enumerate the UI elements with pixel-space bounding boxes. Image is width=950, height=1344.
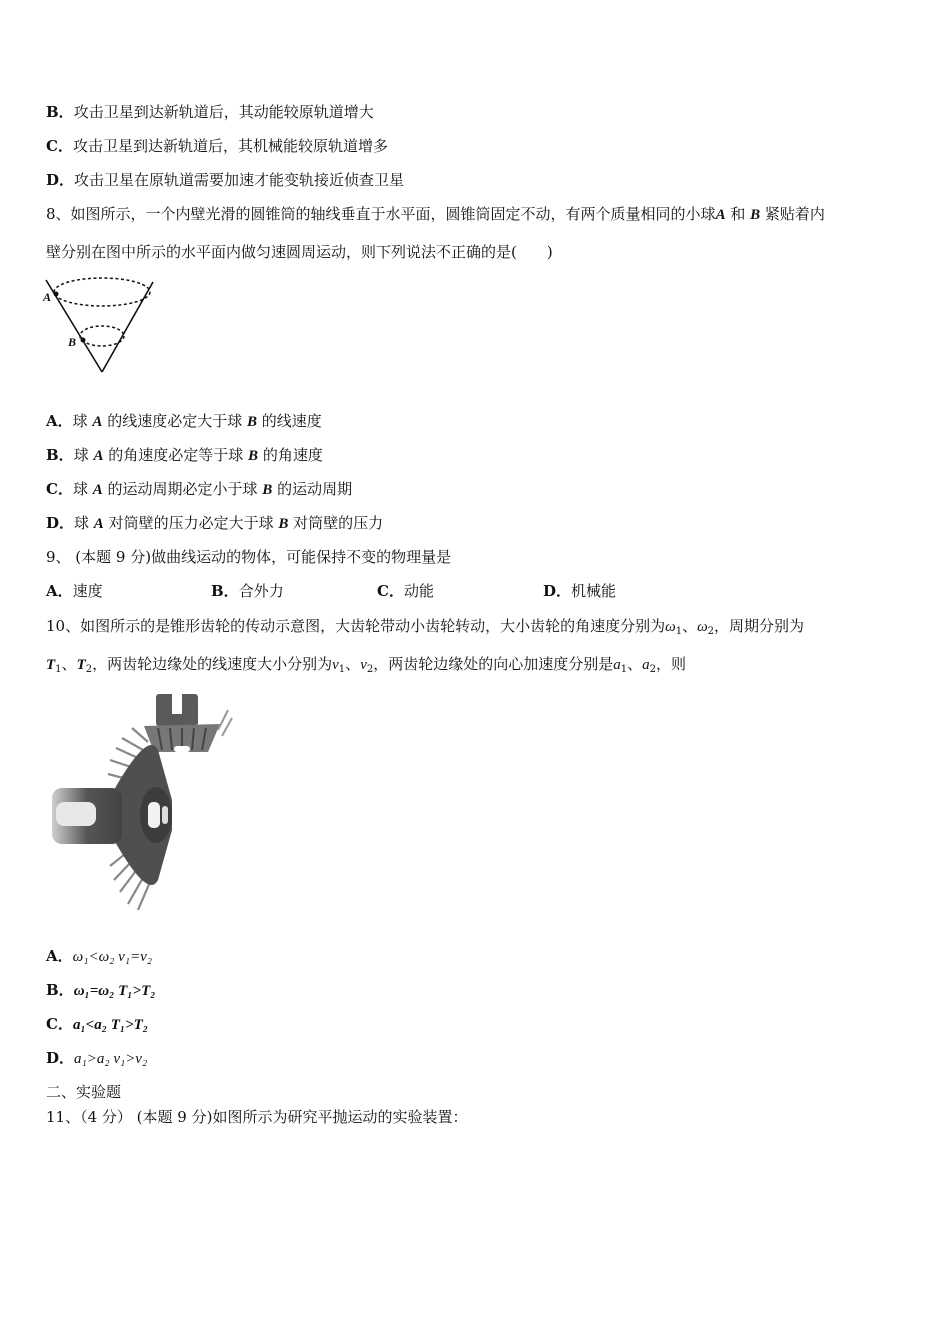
q7-option-b [46, 102, 374, 122]
stem-text: ，两齿轮边缘处的线速度大小分别为 [92, 655, 333, 673]
q8-stem-line2 [46, 242, 553, 262]
q9-option-b [211, 581, 284, 601]
subscript: 1 [55, 664, 62, 675]
option-label: A． [46, 412, 73, 430]
period-symbol: T [46, 657, 56, 673]
stem-text: 9、 (本题 9 分)做曲线运动的物体，可能保持不变的物理量是 [46, 548, 452, 566]
option-text: 对筒壁的压力 [288, 514, 384, 532]
velocity-symbol: v [332, 657, 339, 673]
option-text: ω₁=ω₂ T₁>T₂ [73, 983, 156, 999]
option-label: B． [46, 446, 74, 464]
accel-symbol: a [642, 657, 650, 673]
q10-option-a [46, 946, 152, 967]
q8-option-d [46, 513, 383, 534]
accel-symbol: a [613, 657, 621, 673]
separator: 、 [627, 655, 643, 673]
q8-option-a [46, 411, 322, 432]
q10-stem-line2 [46, 654, 686, 675]
option-text: 的运动周期必定小于球 [102, 480, 263, 498]
var-b: B [262, 482, 273, 498]
separator: 、 [61, 655, 77, 673]
option-text: ω₁<ω₂ v₁=v₂ [72, 949, 152, 965]
option-text: 合外力 [238, 582, 284, 600]
q9-option-a [46, 581, 103, 601]
subscript: 2 [707, 626, 715, 637]
q9-option-c [377, 581, 434, 601]
var-a: A [93, 516, 104, 532]
option-label: B． [211, 582, 239, 600]
option-text: 机械能 [571, 582, 617, 600]
option-text: 攻击卫星到达新轨道后，其机械能较原轨道增多 [72, 137, 388, 155]
q8-stem-line1 [46, 204, 825, 225]
stem-text: 10、如图所示的是锥形齿轮的传动示意图，大齿轮带动小齿轮转动，大小齿轮的角速度分别为 [46, 617, 666, 635]
var-b: B [248, 448, 259, 464]
option-text: a₁<a₂ T₁>T₂ [72, 1017, 149, 1033]
option-label: B． [46, 981, 74, 999]
option-text: 的运动周期 [272, 480, 353, 498]
omega-symbol: ω [665, 619, 676, 635]
option-label: D． [46, 171, 75, 189]
subscript: 2 [649, 664, 657, 675]
q11-stem [46, 1107, 467, 1127]
bevel-gear-figure [48, 690, 233, 915]
cone-figure [40, 272, 165, 377]
option-label: C． [46, 1015, 73, 1033]
stem-text: ，周期分别为 [714, 617, 805, 635]
stem-text: 8、如图所示，一个内壁光滑的圆锥筒的轴线垂直于水平面，圆锥筒固定不动，有两个质量相同的小球 [46, 205, 716, 223]
stem-text: 紧贴着内 [760, 205, 825, 223]
option-text: 动能 [403, 582, 434, 600]
subscript: 1 [675, 626, 683, 637]
section-title [46, 1082, 121, 1102]
option-label: C． [46, 480, 73, 498]
var-b: B [246, 414, 257, 430]
option-label: C． [46, 137, 73, 155]
stem-text: 和 [725, 205, 751, 223]
subscript: 1 [620, 664, 628, 675]
q9-stem [46, 547, 451, 567]
option-text: 的线速度 [257, 412, 322, 430]
stem-text: ，则 [656, 655, 687, 673]
separator: 、 [345, 655, 361, 673]
option-text: 的线速度必定大于球 [102, 412, 247, 430]
option-text: 的角速度必定等于球 [103, 446, 249, 464]
option-text: 攻击卫星在原轨道需要加速才能变轨接近侦查卫星 [74, 171, 405, 189]
option-text: 球 [72, 480, 93, 498]
subscript: 2 [366, 664, 374, 675]
subscript: 1 [338, 664, 346, 675]
section-title-text: 二、实验题 [46, 1083, 122, 1101]
cone-diagram-icon [40, 272, 165, 377]
option-text: 速度 [72, 582, 103, 600]
svg-text:B: B [68, 335, 77, 349]
stem-text: ，两齿轮边缘处的向心加速度分别是 [373, 655, 614, 673]
subscript: 2 [85, 664, 93, 675]
q8-option-c [46, 479, 352, 500]
bevel-gear-icon [48, 690, 233, 915]
stem-text: 11、（4 分） (本题 9 分)如图所示为研究平抛运动的实验装置： [46, 1108, 468, 1126]
option-label: C． [377, 582, 404, 600]
svg-text:A: A [43, 290, 52, 304]
option-label: D． [46, 1049, 75, 1067]
var-a: A [92, 482, 103, 498]
var-a: A [93, 448, 104, 464]
q10-option-c [46, 1014, 148, 1035]
var-a: A [715, 207, 726, 223]
option-text: 球 [74, 514, 94, 532]
option-label: D． [46, 514, 75, 532]
q7-option-d [46, 170, 404, 190]
var-a: A [92, 414, 103, 430]
period-symbol: T [76, 657, 86, 673]
option-label: A． [46, 947, 73, 965]
stem-text: 壁分别在图中所示的水平面内做匀速圆周运动，则下列说法不正确的是( ) [46, 243, 553, 261]
option-label: A． [46, 582, 73, 600]
option-text: 对筒壁的压力必定大于球 [103, 514, 279, 532]
q7-option-c [46, 136, 388, 156]
option-label: B． [46, 103, 74, 121]
option-label: D． [543, 582, 572, 600]
velocity-symbol: v [360, 657, 367, 673]
var-b: B [750, 207, 761, 223]
q9-option-d [543, 581, 616, 601]
option-text: 球 [73, 446, 94, 464]
var-b: B [278, 516, 289, 532]
omega-symbol: ω [697, 619, 708, 635]
q10-option-b [46, 980, 155, 1001]
q10-option-d [46, 1048, 147, 1069]
option-text: 攻击卫星到达新轨道后，其动能较原轨道增大 [73, 103, 374, 121]
option-text: a₁>a₂ v₁>v₂ [74, 1051, 148, 1067]
q9-options [46, 581, 906, 601]
separator: 、 [682, 617, 698, 635]
q8-option-b [46, 445, 323, 466]
q10-stem-line1 [46, 616, 804, 637]
option-text: 球 [72, 412, 93, 430]
option-text: 的角速度 [258, 446, 323, 464]
